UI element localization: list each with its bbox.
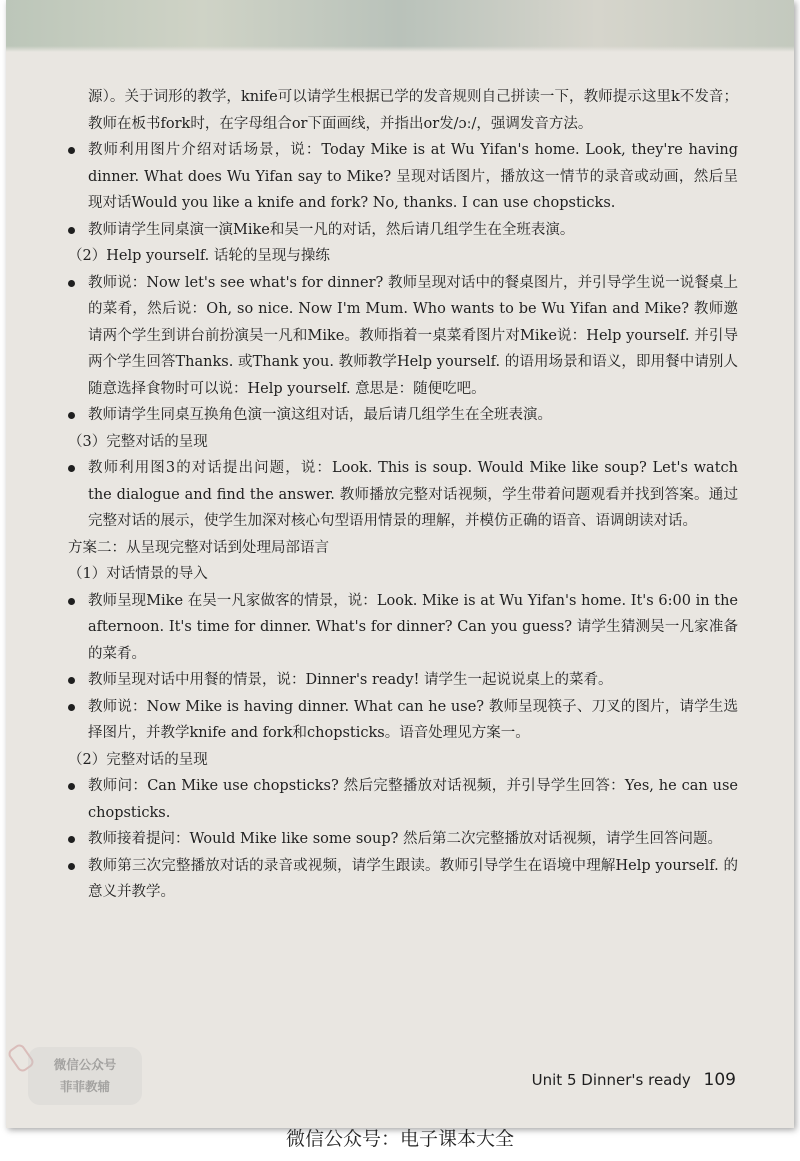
bullet-item xyxy=(66,853,738,906)
bullet-item xyxy=(66,588,738,668)
watermark-line2: 菲菲教辅 xyxy=(59,1079,110,1094)
bullet-text: 教师请学生同桌互换角色演一演这组对话，最后请几组学生在全班表演。 xyxy=(88,407,552,423)
bullet-icon xyxy=(68,677,75,684)
bullet-icon xyxy=(68,227,75,234)
bullet-icon xyxy=(68,280,75,287)
bullet-text: 教师利用图3的对话提出问题，说：Look. This is soup. Would Mike like soup? Let's watch the dialogue and find the answer. 教师播放完整对话视频，学生带着问题观看并找到答案。通过完整对话的展示，使学生加深对核心句型语用情景的理解，并模仿正确的语音、语调朗读对话。 xyxy=(88,460,738,529)
previous-page-strip xyxy=(6,0,794,52)
page-content xyxy=(66,84,738,906)
bullet-text: 教师接着提问：Would Mike like some soup? 然后第二次完整播放对话视频，请学生回答问题。 xyxy=(88,831,723,847)
bullet-icon xyxy=(68,704,75,711)
bullet-text: 教师呈现Mike 在吴一凡家做客的情景，说：Look. Mike is at Wu Yifan's home. It's 6:00 in the afternoon. It's time for dinner. What's for dinner? Can you guess? 请学生猜测吴一凡家准备的菜肴。 xyxy=(88,592,738,662)
bullet-text: 教师第三次完整播放对话的录音或视频，请学生跟读。教师引导学生在语境中理解Help yourself. 的意义并教学。 xyxy=(88,857,738,900)
bullet-icon xyxy=(68,836,75,843)
book-page xyxy=(6,0,794,1128)
bullet-icon xyxy=(68,783,75,790)
bullet-text: 教师请学生同桌演一演Mike和吴一凡的对话，然后请几组学生在全班表演。 xyxy=(88,221,575,238)
section-heading: （3）完整对话的呈现 xyxy=(68,433,208,450)
section-heading: （1）对话情景的导入 xyxy=(68,566,208,582)
bullet-item xyxy=(66,694,738,747)
bullet-icon xyxy=(68,147,75,154)
page-number: 109 xyxy=(703,1070,736,1090)
bottom-caption: 微信公众号：电子课本大全 xyxy=(285,1128,514,1150)
section-heading: （2）完整对话的呈现 xyxy=(68,751,208,768)
bullet-item xyxy=(66,773,738,826)
bullet-text: 教师问：Can Mike use chopsticks? 然后完整播放对话视频，并引导学生回答：Yes, he can use chopsticks. xyxy=(88,778,738,821)
bullet-item xyxy=(66,137,738,217)
bullet-text: 教师说：Now Mike is having dinner. What can he use? 教师呈现筷子、刀叉的图片，请学生选择图片，并教学knife and fork和chopsticks。语音处理见方案一。 xyxy=(88,698,738,741)
bullet-text: 教师利用图片介绍对话场景，说：Today Mike is at Wu Yifan's home. Look, they're having dinner. What does Wu Yifan say to Mike? 呈现对话图片，播放这一情节的录音或动画，然后呈现对话Would you like a knife and fork? No, thanks. I can use chopsticks. xyxy=(88,142,738,211)
bullet-text: 教师呈现对话中用餐的情景，说：Dinner's ready! 请学生一起说说桌上的菜肴。 xyxy=(88,672,613,688)
bullet-icon xyxy=(68,412,75,419)
bullet-text: 教师说：Now let's see what's for dinner? 教师呈现对话中的餐桌图片，并引导学生说一说餐桌上的菜肴，然后说：Oh, so nice. Now I'm Mum. Who wants to be Wu Yifan and Mike? 教师邀请两个学生到讲台前扮演吴一凡和Mike。教师指着一桌菜肴图片对Mike说：Help yourself. 并引导两个学生回答Thanks. 或Thank you. 教师教学Help yourself. 的语用场景和语义，即用餐中请别人随意选择食物时可以说：Help yourself. 意思是：随便吃吧。 xyxy=(88,274,738,397)
bullet-item xyxy=(66,270,738,403)
watermark-stamp xyxy=(28,1047,142,1105)
bullet-item xyxy=(66,455,738,535)
watermark-line1: 微信公众号 xyxy=(53,1057,117,1072)
bullet-item xyxy=(66,402,738,429)
bullet-item xyxy=(66,217,738,244)
bullet-item xyxy=(66,826,738,853)
unit-label: Unit 5 Dinner's ready xyxy=(531,1071,691,1089)
bullet-icon xyxy=(68,863,75,870)
plan-heading: 方案二：从呈现完整对话到处理局部语言 xyxy=(68,539,329,556)
continuation-paragraph: 源）。关于词形的教学，knife可以请学生根据已学的发音规则自己拼读一下，教师提示这里k不发音；教师在板书fork时，在字母组合or下面画线，并指出or发/ɔː/，强调发音方法。 xyxy=(88,89,738,132)
bullet-icon xyxy=(68,465,75,472)
section-heading: （2）Help yourself. 话轮的呈现与操练 xyxy=(68,248,330,264)
page-footer xyxy=(532,1070,736,1090)
bullet-icon xyxy=(68,598,75,605)
bullet-item xyxy=(66,667,738,694)
